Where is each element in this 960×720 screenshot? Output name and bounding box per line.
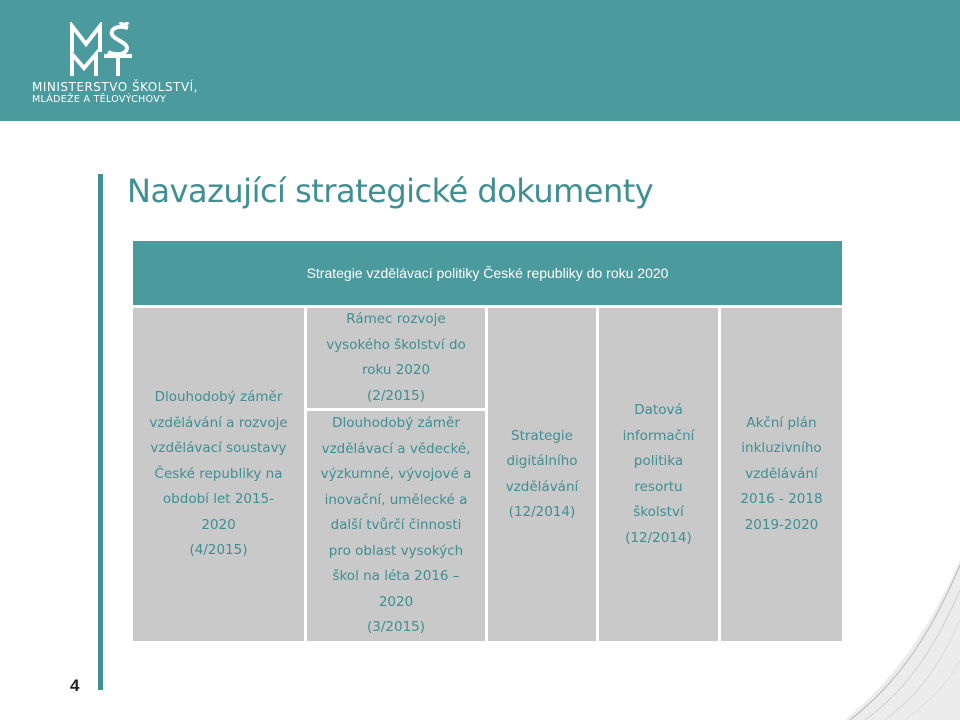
document-text: Rámec rozvoje vysokého školství do roku 2020 (2/2015) [326, 311, 466, 404]
document-text: Dlouhodobý záměr vzdělávací a vědecké, výzkumné, vývojové a inovační, umělecké a další tvůrčí činnosti pro oblast vysokých škol na léta 2016 – 2020 (3/2015) [320, 415, 472, 636]
page-title: Navazující strategické dokumenty [127, 172, 654, 210]
logo-text-line1: MINISTERSTVO ŠKOLSTVÍ, [32, 80, 198, 94]
document-text: Datová informační politika resortu školství (12/2014) [622, 402, 695, 546]
logo-text-line2: MLÁDEŽE A TĚLOVÝCHOVY [32, 94, 167, 105]
document-text: Akční plán inkluzivního vzdělávání 2016 - 2018 2019-2020 [740, 414, 823, 533]
page-number: 4 [70, 676, 80, 695]
document-text: Strategie digitálního vzdělávání (12/2014) [505, 427, 579, 520]
strategy-banner-label: Strategie vzdělávací politiky České republiky do roku 2020 [306, 265, 669, 281]
document-text: Dlouhodobý záměr vzdělávání a rozvoje vzdělávací soustavy České republiky na období let 2015- 2020 (4/2015) [149, 389, 288, 559]
